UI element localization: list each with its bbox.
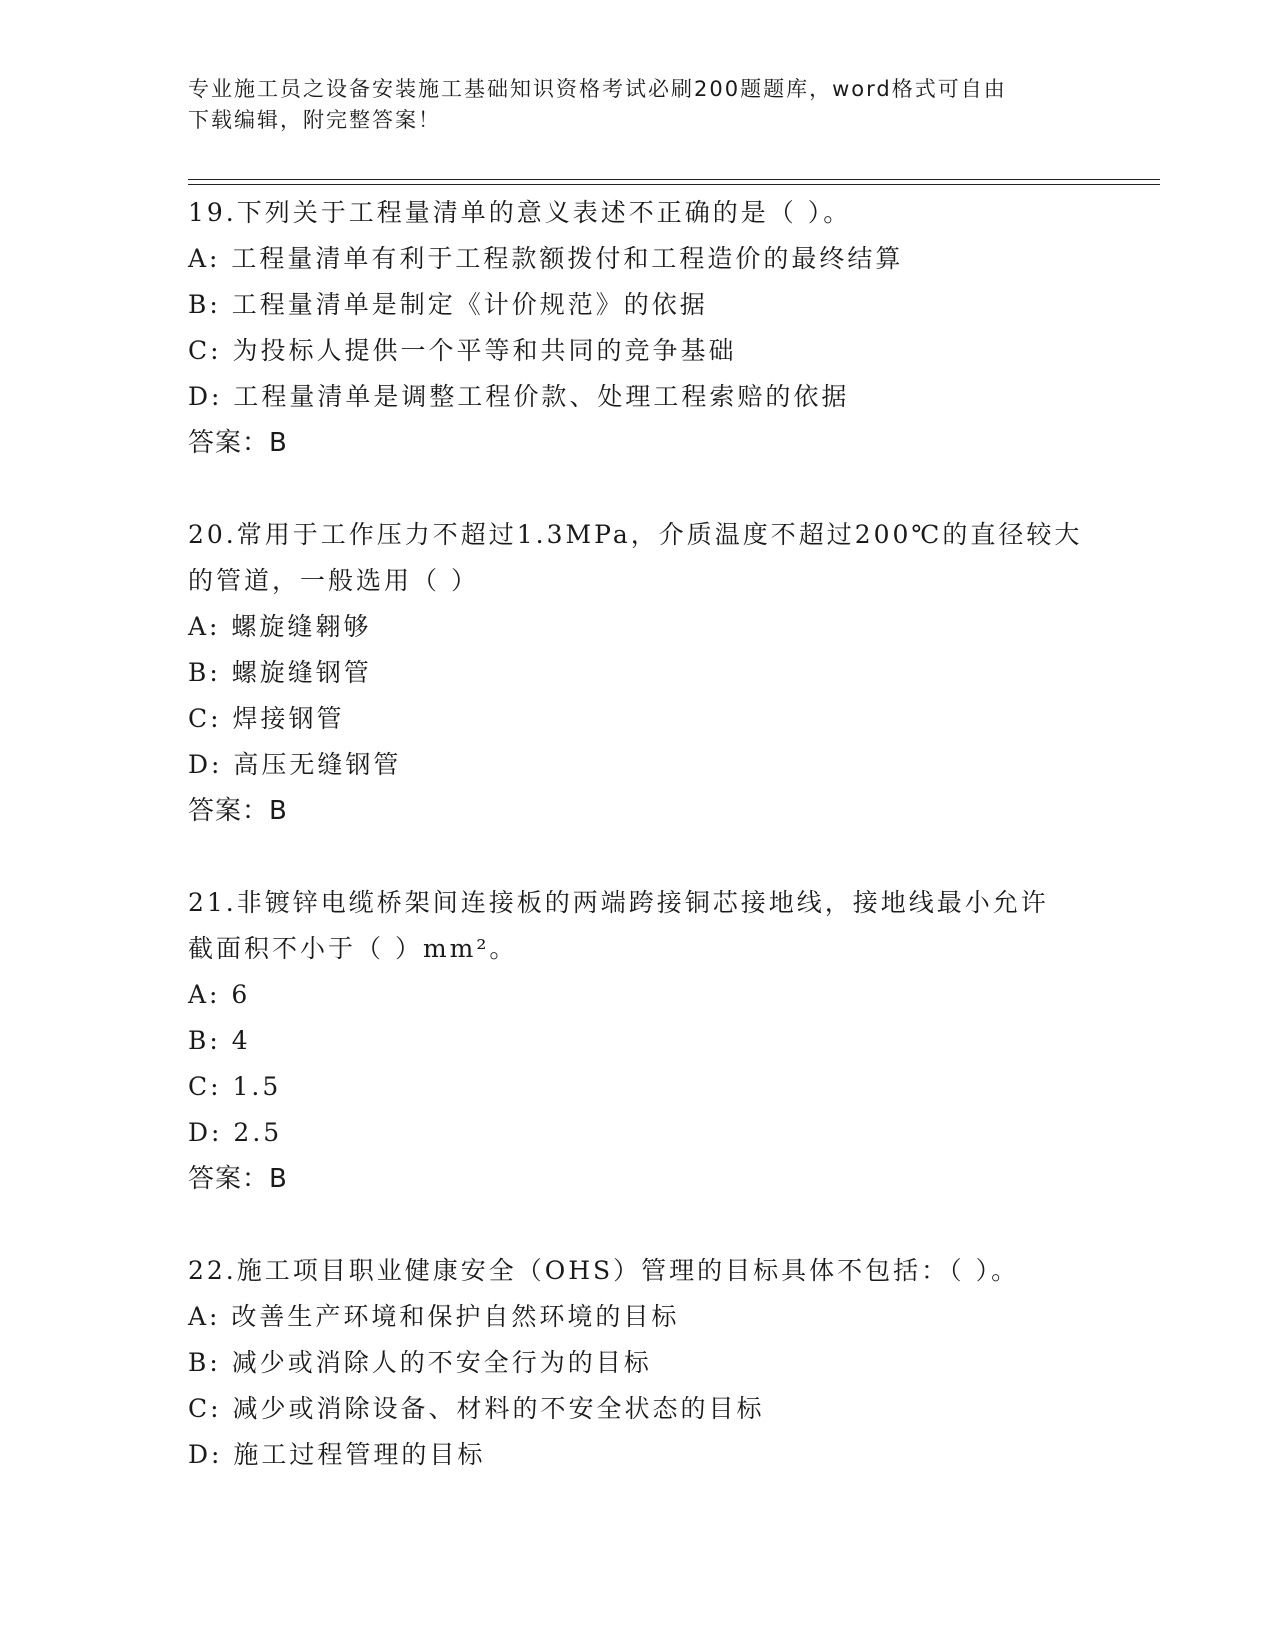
option-c: C: 1.5 [188, 1072, 282, 1101]
option-d: D: 2.5 [188, 1118, 283, 1147]
question-list [188, 190, 1088, 1478]
option-d: D: 工程量清单是调整工程价款、处理工程索赔的依据 [188, 382, 850, 411]
question-stem: 20.常用于工作压力不超过1.3MPa，介质温度不超过200℃的直径较大 [188, 520, 1083, 549]
header-divider-top [188, 179, 1160, 180]
question-20 [188, 512, 1088, 834]
option-b: B: 工程量清单是制定《计价规范》的依据 [188, 290, 708, 319]
question-stem: 19.下列关于工程量清单的意义表述不正确的是（ ）。 [188, 198, 852, 227]
header-line-1: 专业施工员之设备安装施工基础知识资格考试必刷200题题库，word格式可自由 [188, 77, 1007, 101]
question-stem: 22.施工项目职业健康安全（OHS）管理的目标具体不包括：（ ）。 [188, 1256, 1020, 1285]
option-a: A: 工程量清单有利于工程款额拨付和工程造价的最终结算 [188, 244, 904, 273]
option-d: D: 施工过程管理的目标 [188, 1440, 486, 1469]
answer-label: 答案：B [188, 1164, 288, 1194]
document-header [188, 74, 1078, 136]
option-a: A: 6 [188, 980, 251, 1009]
option-c: C: 为投标人提供一个平等和共同的竞争基础 [188, 336, 737, 365]
question-19 [188, 190, 1088, 466]
question-stem: 21.非镀锌电缆桥架间连接板的两端跨接铜芯接地线，接地线最小允许 [188, 888, 1049, 917]
answer-label: 答案：B [188, 796, 288, 826]
header-divider-bottom [188, 184, 1160, 185]
question-22 [188, 1248, 1088, 1478]
option-a: A: 螺旋缝翱够 [188, 612, 372, 641]
answer-label: 答案：B [188, 428, 288, 458]
option-b: B: 4 [188, 1026, 251, 1055]
header-line-2: 下载编辑，附完整答案！ [188, 108, 441, 132]
option-b: B: 螺旋缝钢管 [188, 658, 372, 687]
option-c: C: 减少或消除设备、材料的不安全状态的目标 [188, 1394, 765, 1423]
question-stem-continued: 截面积不小于（ ）mm²。 [188, 934, 518, 963]
option-d: D: 高压无缝钢管 [188, 750, 402, 779]
question-21 [188, 880, 1088, 1202]
option-b: B: 减少或消除人的不安全行为的目标 [188, 1348, 652, 1377]
option-c: C: 焊接钢管 [188, 704, 345, 733]
question-stem-continued: 的管道，一般选用（ ） [188, 566, 479, 595]
option-a: A: 改善生产环境和保护自然环境的目标 [188, 1302, 680, 1331]
